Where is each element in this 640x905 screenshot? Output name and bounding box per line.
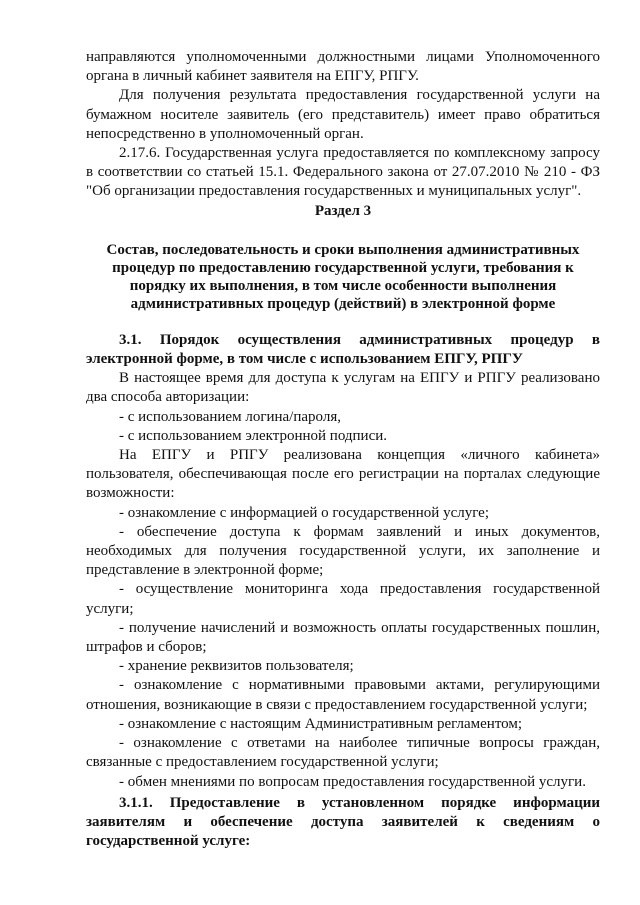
list-item: - ознакомление с настоящим Административным регламентом; — [119, 715, 523, 732]
list-item: - ознакомление с нормативными правовыми актами, регулирующими отношения, возникающие в связи с предоставлением государственной услуги; — [86, 677, 600, 713]
list-item: - получение начислений и возможность оплаты государственных пошлин, штрафов и сборов; — [86, 619, 600, 656]
list-item: - обеспечение доступа к формам заявлений и иных документов, необходимых для получения государственной услуги, их заполнение и представление в электронной форме; — [86, 523, 600, 579]
paragraph-2-17-6: 2.17.6. Государственная услуга предоставляется по комплексному запросу в соответствии со статьей 15.1. Федерального закона от 27.07.2010 № 210 - ФЗ "Об организации предоставления государственных и муниципальных услуг". — [86, 145, 600, 200]
list-item: - осуществление мониторинга хода предоставления государственной услуги; — [86, 581, 600, 617]
list-item: - обмен мнениями по вопросам предоставления государственной услуги. — [119, 773, 586, 790]
subsection-heading-3-1-1: 3.1.1. Предоставление в установленном порядке информации заявителям и обеспечение доступа заявителей к сведениям о государственной услуге: — [86, 794, 600, 850]
document-body — [86, 48, 600, 851]
subsection-heading-3-1: 3.1. Порядок осуществления административных процедур в электронной форме, в том числе с использованием ЕПГУ, РПГУ — [86, 331, 600, 368]
section-title: Состав, последовательность и сроки выполнения административных процедур по предоставлению государственной услуги, требования к порядку их выполнения, в том числе особенности выполнения административных процедур (действий) в электронной форме — [106, 241, 580, 312]
section-label: Раздел 3 — [314, 202, 372, 219]
list-item: - ознакомление с ответами на наиболее типичные вопросы граждан, связанные с предоставлением государственной услуги; — [86, 735, 600, 771]
list-item: - хранение реквизитов пользователя; — [119, 658, 354, 675]
list-item: - ознакомление с информацией о государственной услуге; — [119, 504, 490, 521]
paragraph-auth-intro: В настоящее время для доступа к услугам на ЕПГУ и РПГУ реализовано два способа авторизации: — [86, 370, 600, 406]
list-item: - с использованием электронной подписи. — [119, 427, 388, 444]
paragraph-cabinet-intro: На ЕПГУ и РПГУ реализована концепция «личного кабинета» пользователя, обеспечивающая после его регистрации на порталах следующие возможности: — [86, 447, 600, 502]
list-item: - с использованием логина/пароля, — [119, 408, 341, 425]
paragraph-paper-result: Для получения результата предоставления государственной услуги на бумажном носителе заявитель (его представитель) имеет право обратиться непосредственно в уполномоченный орган. — [86, 87, 600, 142]
paragraph-continuation: направляются уполномоченными должностными лицами Уполномоченного органа в личный кабинет заявителя на ЕПГУ, РПГУ. — [86, 49, 600, 85]
